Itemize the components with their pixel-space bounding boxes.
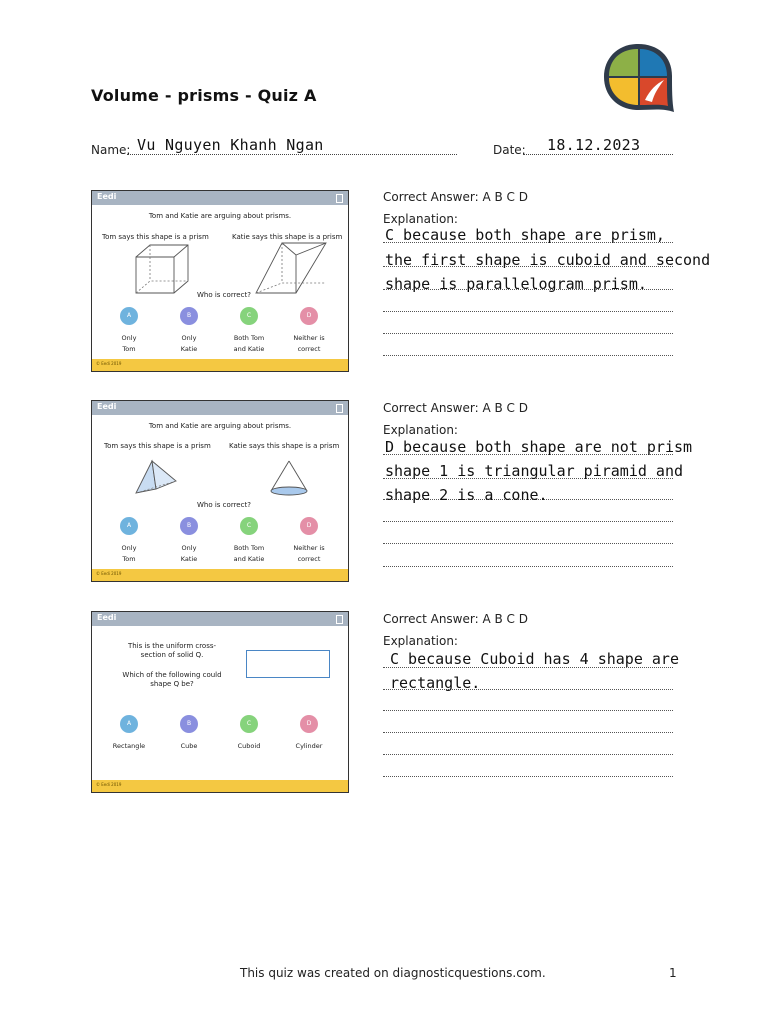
- option-a-label: Rectangle: [112, 742, 146, 750]
- option-d[interactable]: [295, 715, 323, 752]
- option-a-circle[interactable]: A: [120, 307, 138, 325]
- date-line: [523, 154, 673, 155]
- answer-line: [383, 754, 673, 755]
- answer-line: [383, 333, 673, 334]
- option-b-circle[interactable]: B: [180, 307, 198, 325]
- slide-header: [92, 612, 348, 626]
- answer-1-line-1[interactable]: C because both shape are prism,: [385, 226, 665, 244]
- option-a-label: Only Tom: [121, 334, 137, 353]
- page-number: 1: [669, 966, 677, 980]
- slide-header: [92, 401, 348, 415]
- option-d-label: Neither is correct: [293, 334, 325, 353]
- parallelogram-prism-diagram: [252, 239, 332, 297]
- slide-footer: [92, 780, 348, 792]
- option-c-label: Both Tom and Katie: [233, 544, 265, 563]
- slide-header: [92, 191, 348, 205]
- option-a[interactable]: [119, 517, 139, 565]
- option-c[interactable]: [239, 715, 259, 752]
- slide-copyright: © Eedi 2019: [96, 571, 122, 576]
- name-label: Name:: [91, 143, 131, 157]
- option-a[interactable]: [119, 307, 139, 355]
- question-2-slide: [91, 400, 349, 582]
- answer-2-line-3[interactable]: shape 2 is a cone.: [385, 486, 548, 504]
- answer-line: [383, 710, 673, 711]
- explanation-label-1: Explanation:: [383, 212, 458, 226]
- slide-footer: [92, 359, 348, 371]
- who-correct-prompt: Who is correct?: [197, 291, 251, 299]
- cone-diagram: [268, 459, 310, 499]
- answer-line: [383, 521, 673, 522]
- eedi-brand: Eedi: [97, 613, 117, 622]
- rectangle-cross-section: [246, 650, 330, 678]
- option-b-label: Cube: [180, 742, 198, 750]
- option-c[interactable]: [233, 307, 265, 355]
- slide-footer: [92, 569, 348, 581]
- option-c-label: Cuboid: [237, 742, 261, 750]
- slide-intro: Tom and Katie are arguing about prisms.: [148, 422, 292, 430]
- answer-line: [383, 776, 673, 777]
- option-a[interactable]: [112, 715, 146, 752]
- option-c-circle[interactable]: C: [240, 307, 258, 325]
- option-c-circle[interactable]: C: [240, 517, 258, 535]
- cuboid-diagram: [132, 243, 192, 297]
- answer-2-line-1[interactable]: D because both shape are not prism: [385, 438, 693, 456]
- quiz-title: Volume - prisms - Quiz A: [91, 86, 317, 105]
- katie-claim: Katie says this shape is a prism: [232, 233, 343, 241]
- option-b-circle[interactable]: B: [180, 715, 198, 733]
- answer-line: [383, 311, 673, 312]
- option-d-label: Cylinder: [295, 742, 323, 750]
- document-icon: [336, 615, 343, 624]
- footer-credit: This quiz was created on diagnosticquestions.com.: [240, 966, 546, 980]
- option-a-circle[interactable]: A: [120, 715, 138, 733]
- option-a-label: Only Tom: [121, 544, 137, 563]
- who-correct-prompt: Who is correct?: [197, 501, 251, 509]
- option-d-circle[interactable]: D: [300, 307, 318, 325]
- eedi-brand: Eedi: [97, 402, 117, 411]
- option-d-circle[interactable]: D: [300, 715, 318, 733]
- option-d-circle[interactable]: D: [300, 517, 318, 535]
- question-3-slide: [91, 611, 349, 793]
- answer-2-line-2[interactable]: shape 1 is triangular piramid and: [385, 462, 684, 480]
- tom-claim: Tom says this shape is a prism: [102, 233, 209, 241]
- which-shape-text: Which of the following could shape Q be?: [122, 671, 222, 688]
- date-label: Date:: [493, 143, 526, 157]
- slide-copyright: © Eedi 2019: [96, 361, 122, 366]
- document-icon: [336, 404, 343, 413]
- answer-3-line-1[interactable]: C because Cuboid has 4 shape are: [390, 650, 679, 668]
- answer-line: [383, 732, 673, 733]
- diagnostic-questions-logo: [600, 42, 676, 114]
- answer-1-line-2[interactable]: the first shape is cuboid and second: [385, 251, 711, 269]
- option-c[interactable]: [233, 517, 265, 565]
- explanation-label-3: Explanation:: [383, 634, 458, 648]
- correct-answer-2: Correct Answer: A B C D: [383, 401, 528, 415]
- correct-answer-3: Correct Answer: A B C D: [383, 612, 528, 626]
- option-b[interactable]: [179, 307, 199, 355]
- document-icon: [336, 194, 343, 203]
- eedi-brand: Eedi: [97, 192, 117, 201]
- option-a-circle[interactable]: A: [120, 517, 138, 535]
- explanation-label-2: Explanation:: [383, 423, 458, 437]
- option-c-label: Both Tom and Katie: [233, 334, 265, 353]
- option-b[interactable]: [179, 517, 199, 565]
- option-b-label: Only Katie: [180, 544, 198, 563]
- slide-copyright: © Eedi 2019: [96, 782, 122, 787]
- cross-section-text: This is the uniform cross- section of solid Q.: [127, 642, 217, 659]
- option-b-circle[interactable]: B: [180, 517, 198, 535]
- date-value[interactable]: 18.12.2023: [547, 136, 641, 154]
- question-1-slide: [91, 190, 349, 372]
- slide-intro: Tom and Katie are arguing about prisms.: [148, 212, 292, 220]
- answer-1-line-3[interactable]: shape is parallelogram prism.: [385, 275, 647, 293]
- option-d-label: Neither is correct: [293, 544, 325, 563]
- name-date-row: [91, 138, 691, 162]
- option-b[interactable]: [179, 715, 199, 752]
- katie-claim: Katie says this shape is a prism: [229, 442, 340, 450]
- triangular-pyramid-diagram: [134, 459, 180, 497]
- answer-line: [383, 355, 673, 356]
- option-d[interactable]: [293, 307, 325, 355]
- name-value[interactable]: Vu Nguyen Khanh Ngan: [137, 136, 324, 154]
- answer-line: [383, 543, 673, 544]
- tom-claim: Tom says this shape is a prism: [104, 442, 211, 450]
- answer-3-line-2[interactable]: rectangle.: [390, 674, 481, 692]
- correct-answer-1: Correct Answer: A B C D: [383, 190, 528, 204]
- option-b-label: Only Katie: [180, 334, 198, 353]
- name-line: [127, 154, 457, 155]
- option-c-circle[interactable]: C: [240, 715, 258, 733]
- answer-line: [383, 566, 673, 567]
- option-d[interactable]: [293, 517, 325, 565]
